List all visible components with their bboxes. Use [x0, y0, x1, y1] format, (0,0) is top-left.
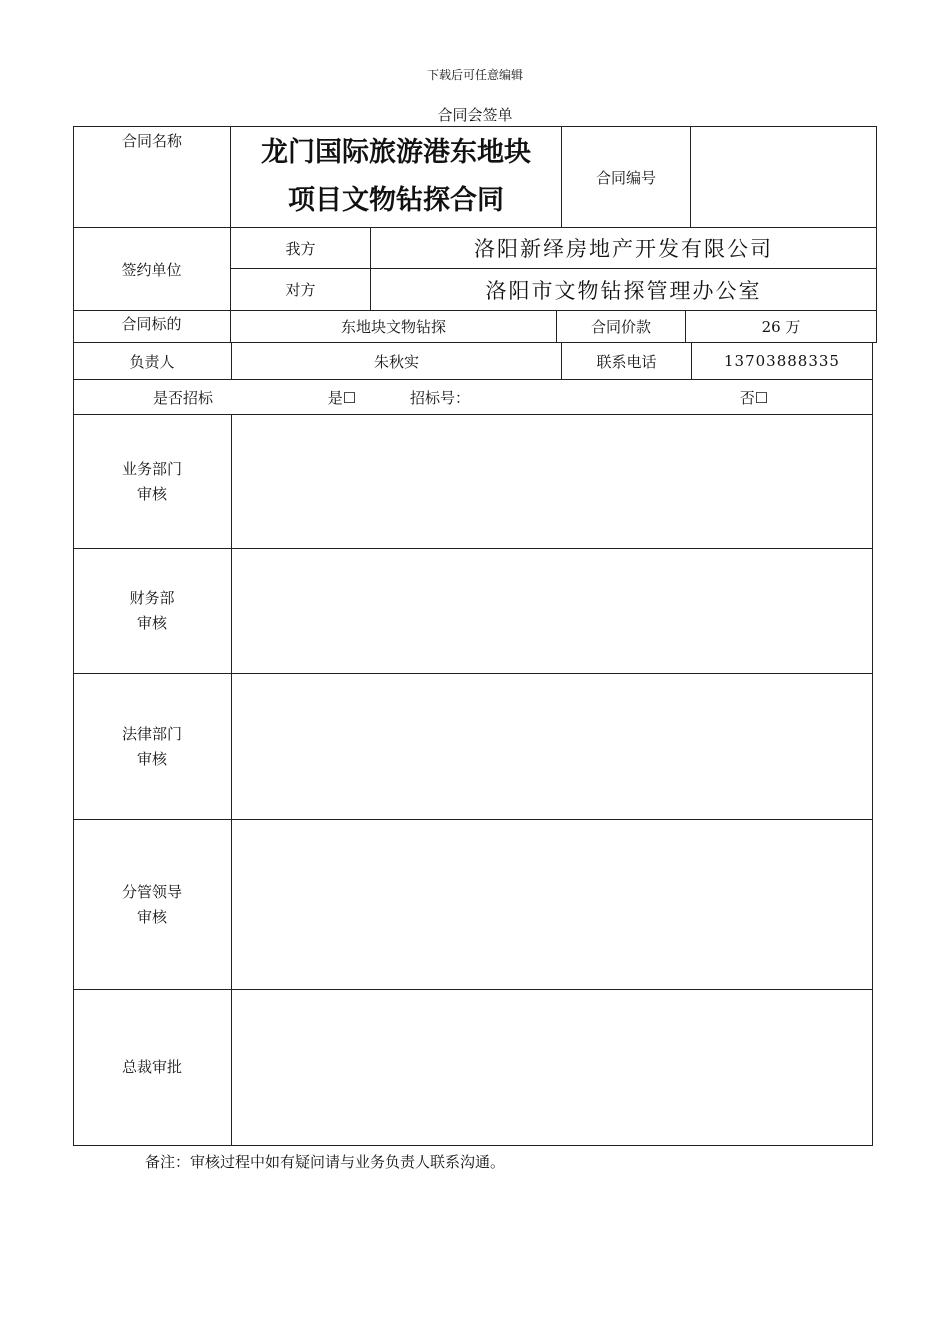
contract-no-value[interactable]	[691, 127, 876, 227]
responsible-label: 负责人	[129, 352, 175, 371]
review-president-label	[73, 990, 231, 1145]
responsible-value: 朱秋实	[373, 352, 419, 371]
review-president-field[interactable]	[232, 990, 872, 1145]
contract-name-label: 合同名称	[121, 131, 182, 150]
document-title: 合同会签单	[437, 106, 513, 124]
contract-name-line-1: 龙门国际旅游港东地块	[261, 137, 531, 168]
review-supervisor-label	[73, 820, 231, 989]
bidding-number-label: 招标号：	[409, 388, 470, 407]
review-label-line-1: 总裁审批	[121, 1058, 182, 1076]
phone-label: 联系电话	[596, 352, 657, 371]
review-legal-dept-field[interactable]	[232, 674, 872, 819]
subject-label: 合同标的	[121, 314, 182, 333]
review-legal-dept-label	[73, 674, 231, 819]
review-supervisor-field[interactable]	[232, 820, 872, 989]
table-line	[73, 1145, 873, 1146]
review-label-line-1: 财务部	[129, 589, 175, 607]
review-business-dept-field[interactable]	[232, 415, 872, 548]
review-label-line-1: 法律部门	[121, 724, 182, 743]
bidding-no-checkbox[interactable]: 否☐	[739, 388, 769, 407]
our-party-value: 洛阳新绎房地产开发有限公司	[474, 237, 773, 261]
review-label-line-2: 审核	[136, 749, 167, 768]
bidding-label: 是否招标	[152, 388, 213, 407]
footer-note: 备注：审核过程中如有疑问请与业务负责人联系沟通。	[145, 1153, 506, 1171]
table-line	[872, 342, 873, 1146]
review-label-line-2: 审核	[136, 614, 167, 632]
review-label-line-1: 业务部门	[121, 459, 182, 478]
bidding-yes-checkbox[interactable]: 是☐	[327, 388, 357, 407]
table-line	[876, 126, 877, 343]
top-note: 下载后可任意编辑	[426, 68, 523, 82]
review-finance-dept-label	[73, 549, 231, 673]
review-business-dept-label	[73, 415, 231, 548]
review-label-line-1: 分管领导	[121, 882, 182, 901]
contract-name-line-2: 项目文物钻探合同	[288, 185, 504, 216]
other-party-value: 洛阳市文物钻探管理办公室	[485, 278, 762, 303]
review-label-line-2: 审核	[136, 484, 167, 503]
price-value: 26 万	[761, 318, 801, 336]
signing-party-label: 签约单位	[121, 260, 182, 279]
other-party-label: 对方	[285, 281, 316, 299]
contract-no-label: 合同编号	[595, 168, 656, 187]
subject-value: 东地块文物钻探	[340, 318, 446, 336]
contract-name-value	[231, 127, 561, 227]
our-party-label: 我方	[285, 239, 316, 258]
price-label: 合同价款	[590, 318, 651, 336]
review-finance-dept-field[interactable]	[232, 549, 872, 673]
phone-value: 13703888335	[724, 352, 840, 370]
review-label-line-2: 审核	[136, 907, 167, 926]
